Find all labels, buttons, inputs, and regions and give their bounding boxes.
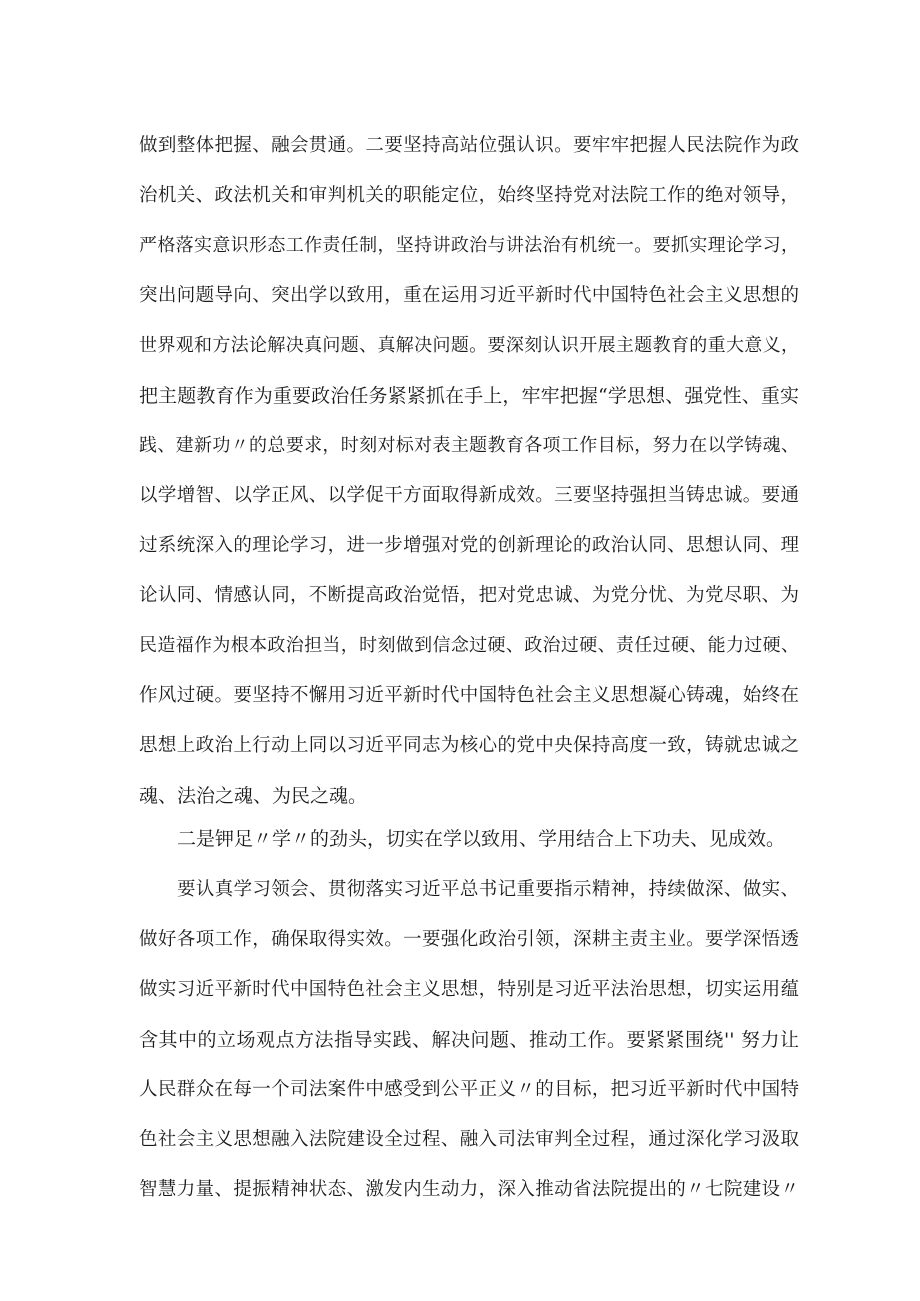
paragraph-end-line: 魂、法治之魂、为民之魂。 <box>139 785 368 807</box>
body-text-line: 思想上政治上行动上同以习近平同志为核心的党中央保持高度一致，铸就忠诚之 <box>139 735 799 756</box>
body-text-line: 论认同、情感认同，不断提高政治觉悟，把对党忠诚、为党分忧、为党尽职、为 <box>139 585 799 606</box>
body-text-line: 作风过硬。要坚持不懈用习近平新时代中国特色社会主义思想凝心铸魂，始终在 <box>139 685 799 706</box>
body-text-line: 突出问题导向、突出学以致用，重在运用习近平新时代中国特色社会主义思想的 <box>139 285 799 306</box>
body-text-line: 世界观和方法论解决真问题、真解决问题。要深刻认识开展主题教育的重大意义， <box>139 335 799 356</box>
body-text-line: 做到整体把握、融会贯通。二要坚持高站位强认识。要牢牢把握人民法院作为政 <box>139 135 799 156</box>
body-text-line: 践、建新功〃的总要求，时刻对标对表主题教育各项工作目标，努力在以学铸魂、 <box>139 435 799 456</box>
body-text-line: 智慧力量、提振精神状态、激发内生动力，深入推动省法院提出的〃七院建设〃 <box>139 1179 799 1200</box>
body-text-line: 含其中的立场观点方法指导实践、解决问题、推动工作。要紧紧围绕'' 努力让 <box>139 1029 799 1051</box>
body-text-line: 做实习近平新时代中国特色社会主义思想，特别是习近平法治思想，切实运用蕴 <box>139 979 799 1000</box>
body-text-line: 过系统深入的理论学习，进一步增强对党的创新理论的政治认同、思想认同、理 <box>139 535 799 556</box>
body-text-line: 以学增智、以学正风、以学促干方面取得新成效。三要坚持强担当铸忠诚。要通 <box>139 485 799 506</box>
body-text-line: 严格落实意识形态工作责任制，坚持讲政治与讲法治有机统一。要抓实理论学习， <box>139 235 799 256</box>
body-text-line: 治机关、政法机关和审判机关的职能定位，始终坚持党对法院工作的绝对领导， <box>139 185 799 206</box>
body-text-line: 色社会主义思想融入法院建设全过程、融入司法审判全过程，通过深化学习汲取 <box>139 1129 799 1150</box>
body-text-line: 人民群众在每一个司法案件中感受到公平正义〃的目标，把习近平新时代中国特 <box>139 1079 799 1100</box>
paragraph-first-line: 要认真学习领会、贯彻落实习近平总书记重要指示精神，持续做深、做实、 <box>177 879 799 900</box>
section-heading: 二是钾足〃学〃的劲头，切实在学以致用、学用结合上下功夫、见成效。 <box>177 828 786 850</box>
body-text-line: 民造福作为根本政治担当，时刻做到信念过硬、政治过硬、责任过硬、能力过硬、 <box>139 635 799 656</box>
body-text-line: 做好各项工作，确保取得实效。一要强化政治引领，深耕主责主业。要学深悟透 <box>139 929 799 950</box>
body-text-line: 把主题教育作为重要政治任务紧紧抓在手上，牢牢把握“学思想、强党性、重实 <box>139 385 799 407</box>
